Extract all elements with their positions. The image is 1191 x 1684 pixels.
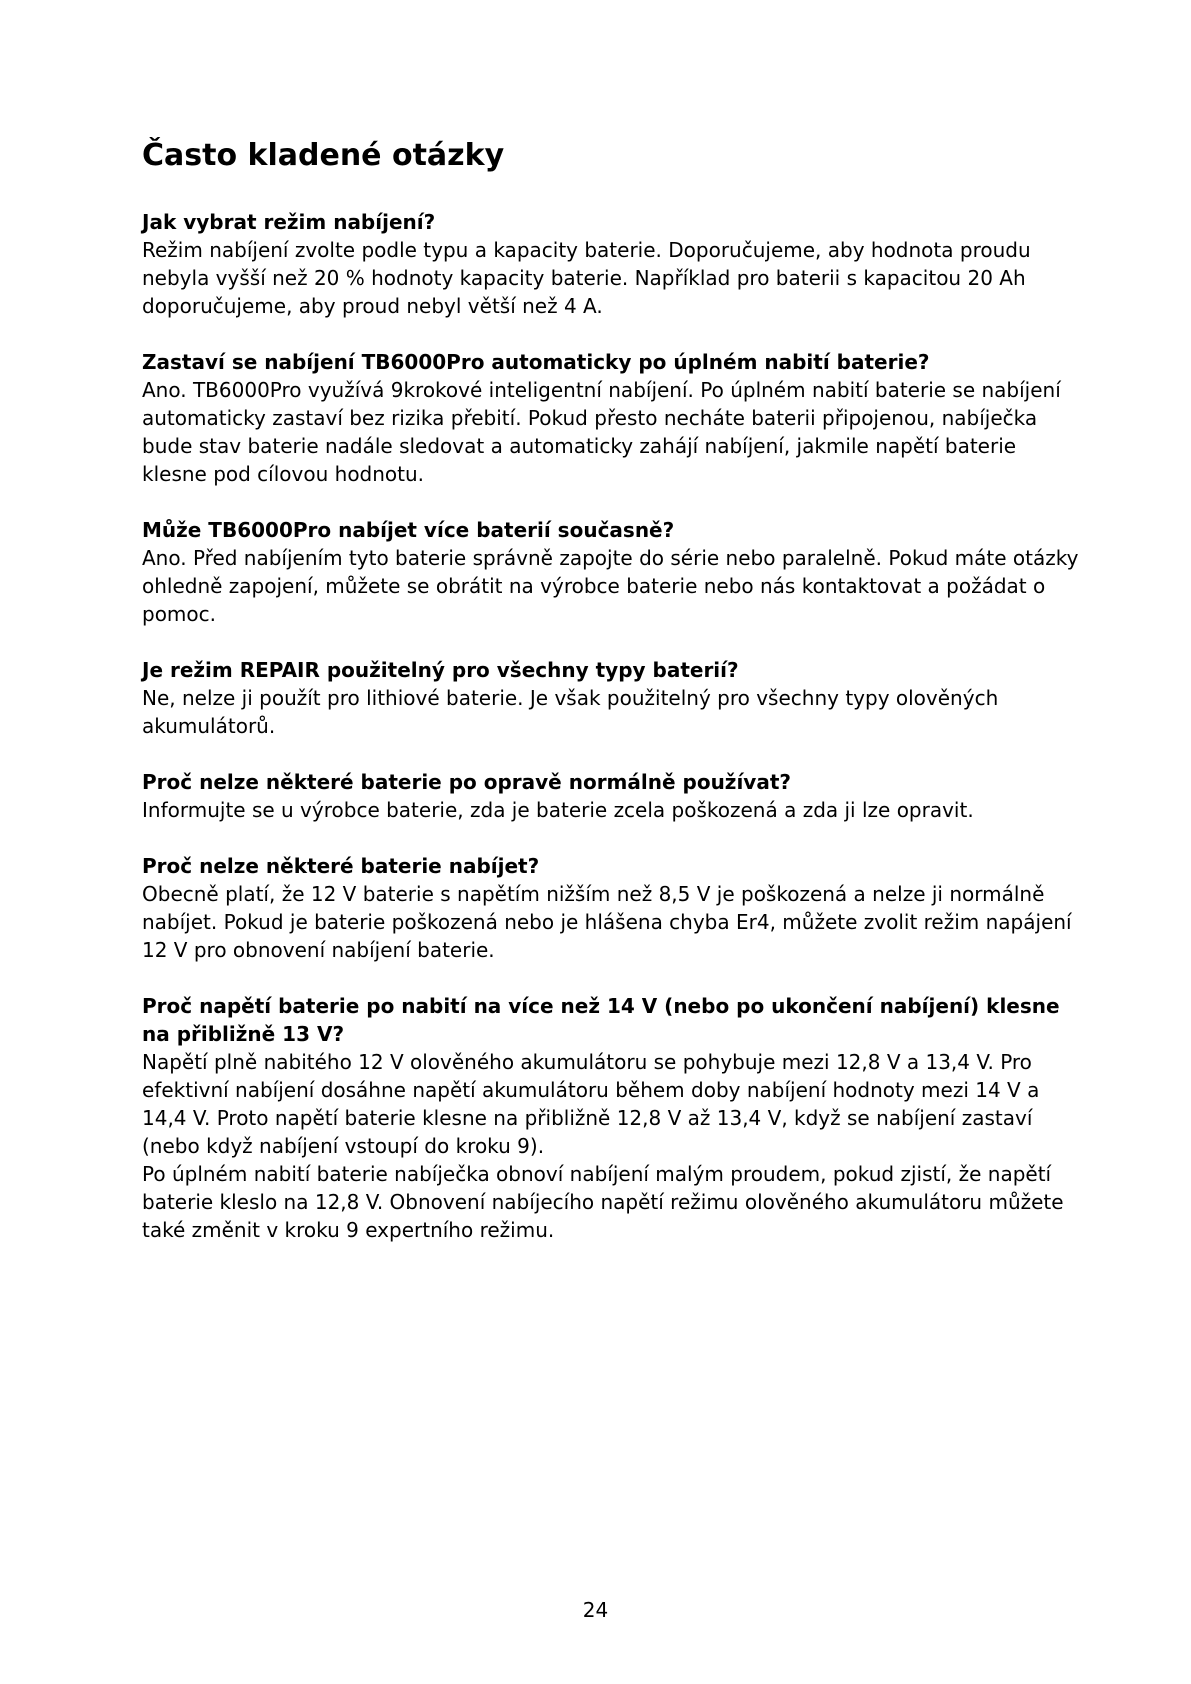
faq-answer: Režim nabíjení zvolte podle typu a kapacity baterie. Doporučujeme, aby hodnota proudu nebyla vyšší než 20 % hodnoty kapacity baterie. Například pro baterii s kapacitou 20 Ah doporučujeme, aby proud nebyl větší než 4 A.	[142, 238, 1031, 318]
faq-question: Proč napětí baterie po nabití na více než 14 V (nebo po ukončení nabíjení) klesne na přibližně 13 V?	[142, 994, 1060, 1046]
faq-question: Jak vybrat režim nabíjení?	[142, 210, 436, 234]
faq-answer: Ano. TB6000Pro využívá 9krokové inteligentní nabíjení. Po úplném nabití baterie se nabíjení automaticky zastaví bez rizika přebití. Pokud přesto necháte baterii připojenou, nabíječka bude stav baterie nadále sledovat a automaticky zahájí nabíjení, jakmile napětí baterie klesne pod cílovou hodnotu.	[142, 378, 1061, 486]
page-number: 24	[582, 1598, 609, 1622]
faq-answer: Informujte se u výrobce baterie, zda je baterie zcela poškozená a zda ji lze opravit.	[142, 798, 974, 822]
faq-item	[142, 516, 1082, 628]
faq-answer: Napětí plně nabitého 12 V olověného akumulátoru se pohybuje mezi 12,8 V a 13,4 V. Pro efektivní nabíjení dosáhne napětí akumulátoru během doby nabíjení hodnoty mezi 14 V a 14,4 V. Proto napětí baterie klesne na přibližně 12,8 V až 13,4 V, když se nabíjení zastaví (nebo když nabíjení vstoupí do kroku 9).	[142, 1050, 1040, 1158]
faq-item	[142, 348, 1082, 488]
faq-item	[142, 992, 1082, 1244]
faq-item	[142, 208, 1082, 320]
faq-question: Proč nelze některé baterie po opravě normálně používat?	[142, 770, 791, 794]
faq-item	[142, 768, 1082, 824]
faq-item	[142, 656, 1082, 740]
faq-list	[142, 208, 1082, 1272]
faq-question: Může TB6000Pro nabíjet více baterií současně?	[142, 518, 675, 542]
faq-answer: Obecně platí, že 12 V baterie s napětím nižším než 8,5 V je poškozená a nelze ji normálně nabíjet. Pokud je baterie poškozená nebo je hlášena chyba Er4, můžete zvolit režim napájení 12 V pro obnovení nabíjení baterie.	[142, 882, 1072, 962]
faq-answer: Ano. Před nabíjením tyto baterie správně zapojte do série nebo paralelně. Pokud máte otázky ohledně zapojení, můžete se obrátit na výrobce baterie nebo nás kontaktovat a požádat o pomoc.	[142, 546, 1079, 626]
faq-question: Zastaví se nabíjení TB6000Pro automaticky po úplném nabití baterie?	[142, 350, 930, 374]
faq-answer: Po úplném nabití baterie nabíječka obnoví nabíjení malým proudem, pokud zjistí, že napětí baterie kleslo na 12,8 V. Obnovení nabíjecího napětí režimu olověného akumulátoru můžete také změnit v kroku 9 expertního režimu.	[142, 1162, 1064, 1242]
faq-question: Proč nelze některé baterie nabíjet?	[142, 854, 540, 878]
faq-answer: Ne, nelze ji použít pro lithiové baterie. Je však použitelný pro všechny typy olověných akumulátorů.	[142, 686, 999, 738]
faq-item	[142, 852, 1082, 964]
faq-question: Je režim REPAIR použitelný pro všechny typy baterií?	[142, 658, 739, 682]
page-title: Často kladené otázky	[142, 138, 505, 173]
